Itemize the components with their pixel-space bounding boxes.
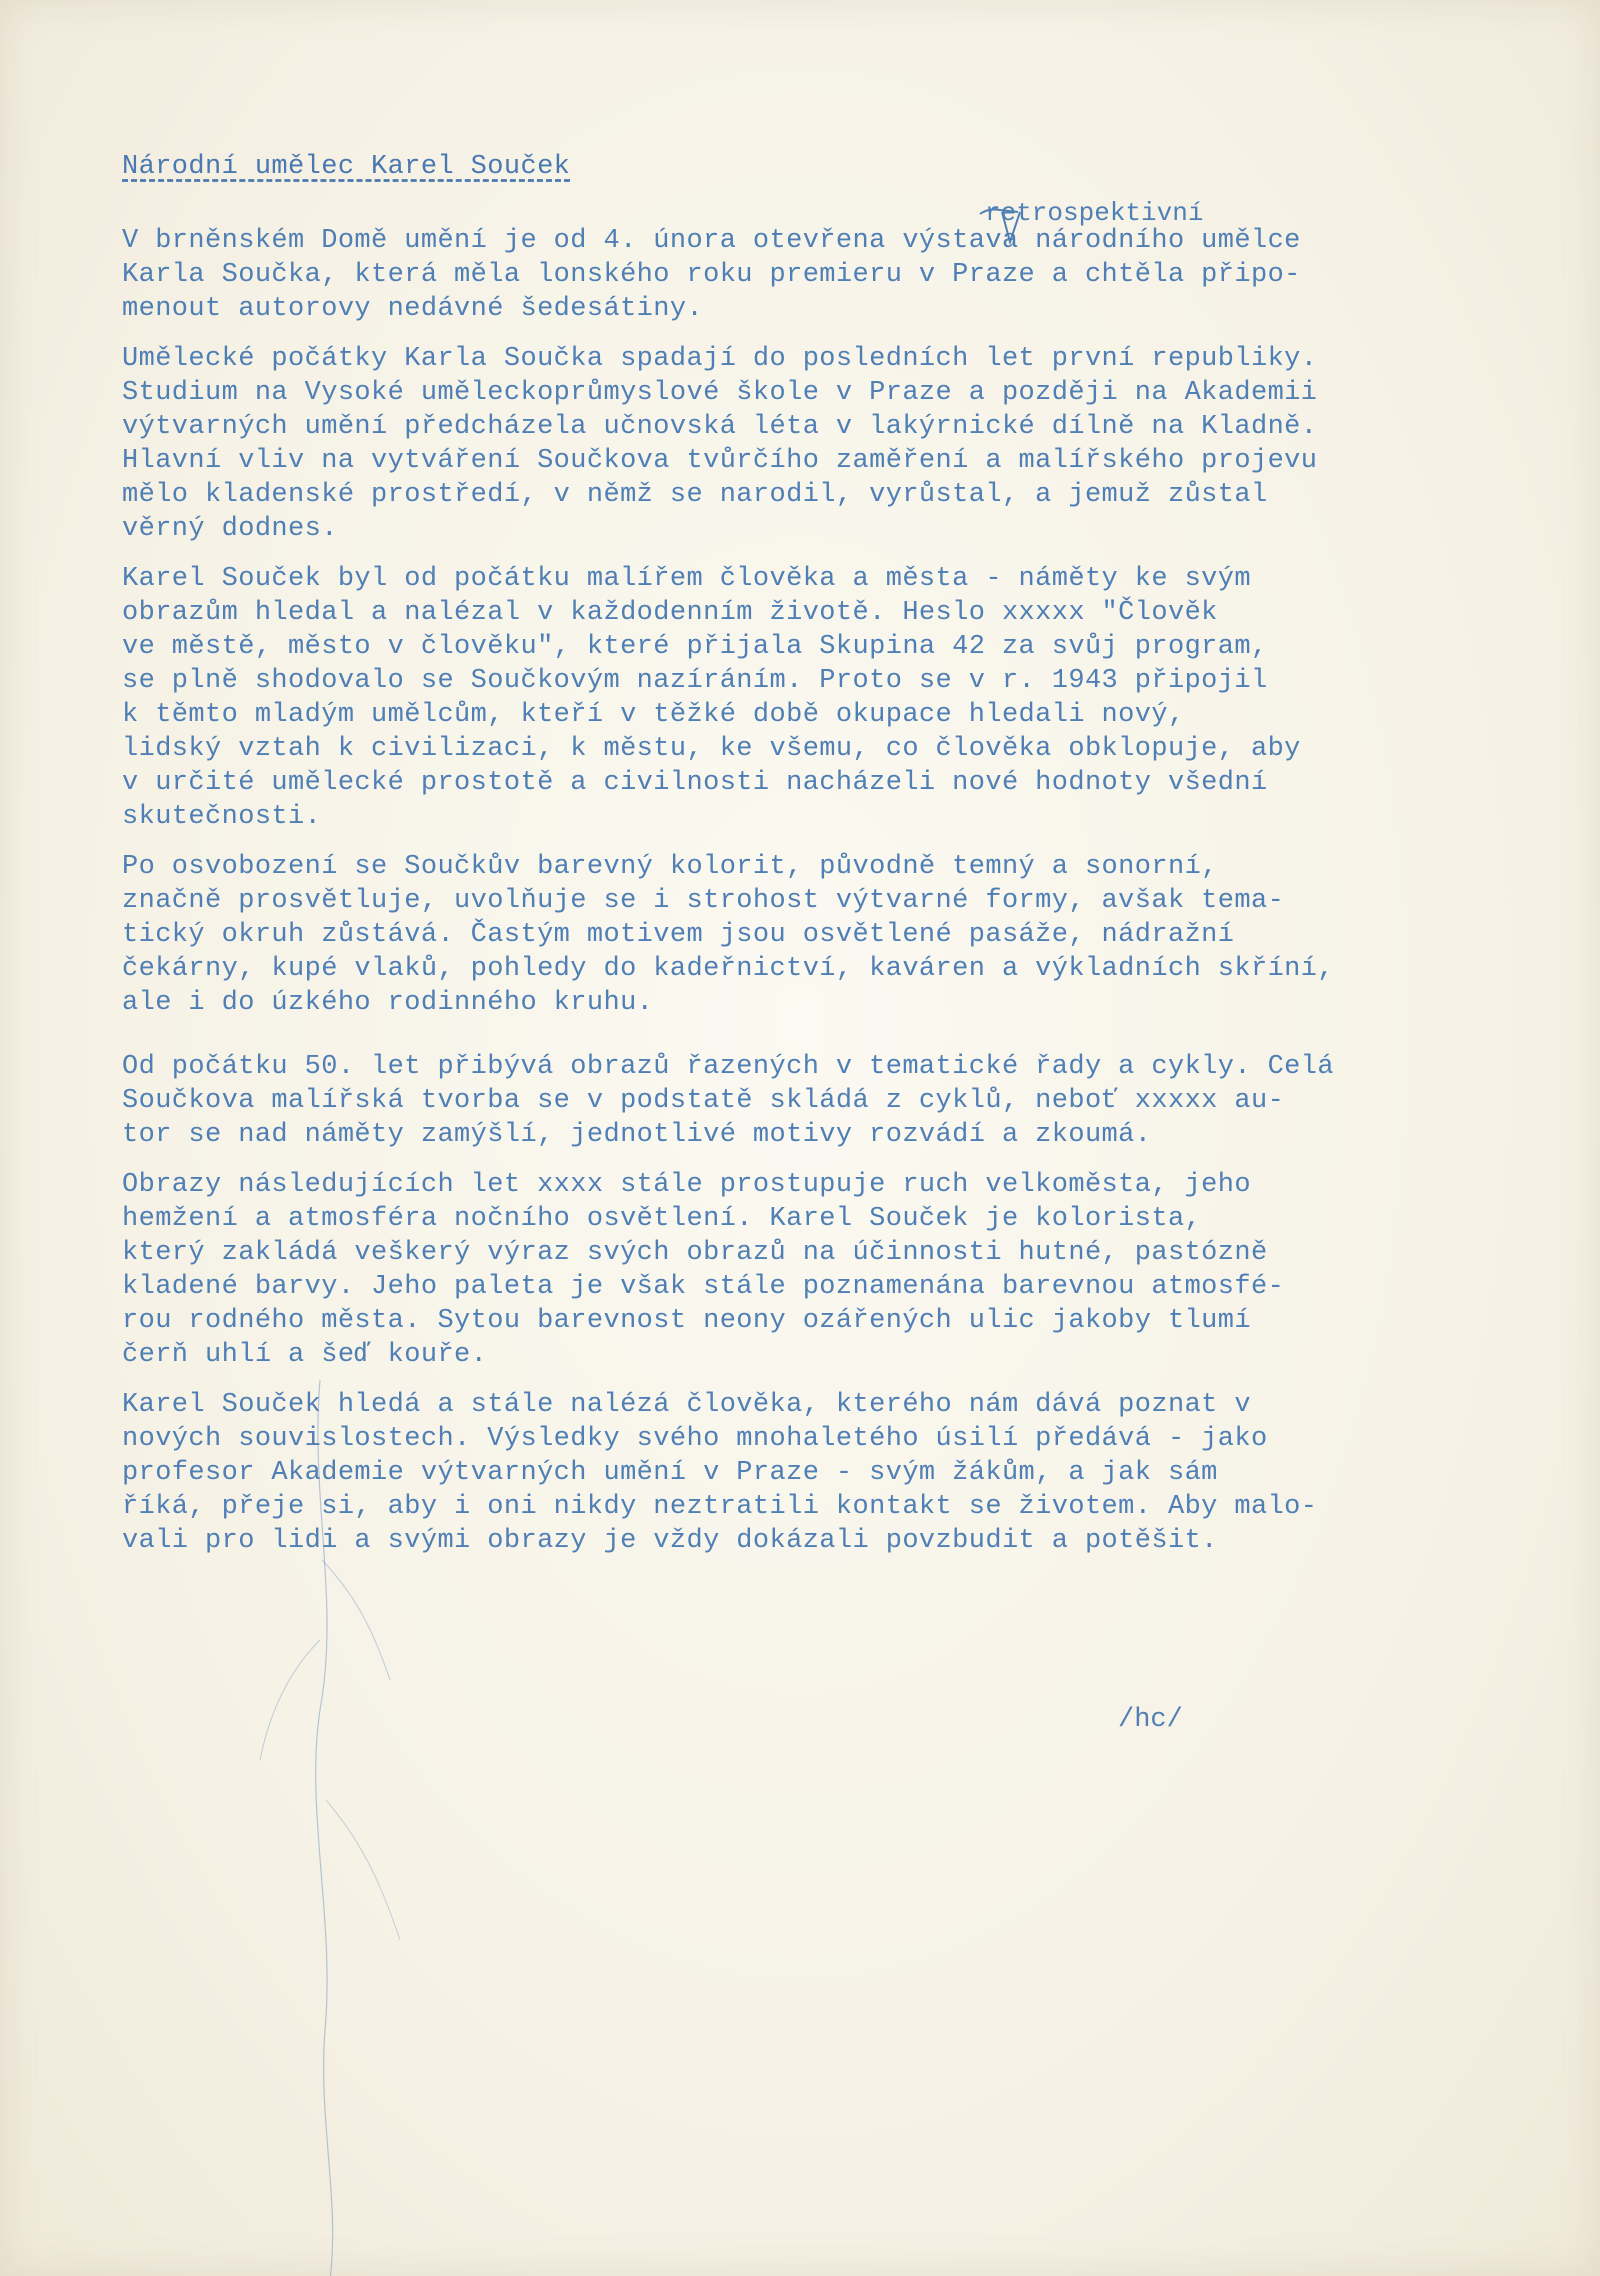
text-line: rou rodného města. Sytou barevnost neony ozářených ulic jakoby tlumí bbox=[122, 1306, 1251, 1336]
text-line: hemžení a atmosféra nočního osvětlení. Karel Souček je kolorista, bbox=[122, 1204, 1202, 1234]
paragraph bbox=[122, 342, 1562, 546]
text-line: Obrazy následujících let xxxx stále prostupuje ruch velkoměsta, jeho bbox=[122, 1170, 1251, 1200]
text-line: čekárny, kupé vlaků, pohledy do kadeřnictví, kaváren a výkladních skříní, bbox=[122, 954, 1334, 984]
signature-initials: /hc/ bbox=[1118, 1705, 1183, 1735]
paragraph bbox=[122, 850, 1562, 1020]
text-line: výtvarných umění předcházela učnovská léta v lakýrnické dílně na Kladně. bbox=[122, 412, 1318, 442]
text-line: Karel Souček byl od počátku malířem člověka a města - náměty ke svým bbox=[122, 564, 1251, 594]
text-line: čerň uhlí a šeď kouře. bbox=[122, 1340, 488, 1370]
text-line: kladené barvy. Jeho paleta je však stále poznamenána barevnou atmosfé- bbox=[122, 1272, 1285, 1302]
text-line: V brněnském Domě umění je od 4. února otevřena výstava národního umělce bbox=[122, 226, 1301, 256]
text-line: skutečnosti. bbox=[122, 802, 322, 832]
paragraph bbox=[122, 562, 1562, 834]
text-line: nových souvislostech. Výsledky svého mnohaletého úsilí předává - jako bbox=[122, 1424, 1268, 1454]
text-line: značně prosvětluje, uvolňuje se i strohost výtvarné formy, avšak tema- bbox=[122, 886, 1285, 916]
document-title: Národní umělec Karel Souček bbox=[122, 152, 571, 182]
paragraph bbox=[122, 1168, 1562, 1372]
text-line: věrný dodnes. bbox=[122, 514, 338, 544]
text-line: říká, přeje si, aby i oni nikdy neztratili kontakt se životem. Aby malo- bbox=[122, 1492, 1318, 1522]
paragraph bbox=[122, 1050, 1562, 1152]
paper-crease-mark bbox=[250, 1380, 450, 2276]
text-line: ale i do úzkého rodinného kruhu. bbox=[122, 988, 654, 1018]
text-line: Karel Souček hledá a stále nalézá člověka, kterého nám dává poznat v bbox=[122, 1390, 1251, 1420]
text-line: menout autorovy nedávné šedesátiny. bbox=[122, 294, 704, 324]
text-line: Umělecké počátky Karla Součka spadají do posledních let první republiky. bbox=[122, 344, 1318, 374]
text-line: Po osvobození se Součkův barevný kolorit, původně temný a sonorní, bbox=[122, 852, 1218, 882]
text-line: Studium na Vysoké uměleckoprůmyslové škole v Praze a později na Akademii bbox=[122, 378, 1318, 408]
text-line: profesor Akademie výtvarných umění v Praze - svým žákům, a jak sám bbox=[122, 1458, 1218, 1488]
text-line: vali pro lidi a svými obrazy je vždy dokázali povzbudit a potěšit. bbox=[122, 1526, 1218, 1556]
handwritten-insertion: retrospektivní bbox=[985, 198, 1204, 228]
text-line: který zakládá veškerý výraz svých obrazů na účinnosti hutné, pastózně bbox=[122, 1238, 1268, 1268]
text-line: Karla Součka, která měla lonského roku premieru v Praze a chtěla připo- bbox=[122, 260, 1301, 290]
typed-letter bbox=[122, 150, 1562, 1574]
paragraph bbox=[122, 224, 1562, 326]
text-line: se plně shodovalo se Součkovým nazíráním. Proto se v r. 1943 připojil bbox=[122, 666, 1268, 696]
text-line: v určité umělecké prostotě a civilnosti nacházeli nové hodnoty všední bbox=[122, 768, 1268, 798]
text-line: obrazům hledal a nalézal v každodenním životě. Heslo xxxxx "Člověk bbox=[122, 598, 1218, 628]
text-line: tický okruh zůstává. Častým motivem jsou osvětlené pasáže, nádražní bbox=[122, 920, 1235, 950]
text-line: k těmto mladým umělcům, kteří v těžké době okupace hledali nový, bbox=[122, 700, 1185, 730]
document-body bbox=[122, 224, 1562, 1558]
text-line: Součkova malířská tvorba se v podstatě skládá z cyklů, neboť xxxxx au- bbox=[122, 1086, 1285, 1116]
text-line: mělo kladenské prostředí, v němž se narodil, vyrůstal, a jemuž zůstal bbox=[122, 480, 1268, 510]
text-line: Hlavní vliv na vytváření Součkova tvůrčího zaměření a malířského projevu bbox=[122, 446, 1318, 476]
text-line: tor se nad náměty zamýšlí, jednotlivé motivy rozvádí a zkoumá. bbox=[122, 1120, 1152, 1150]
text-line: Od počátku 50. let přibývá obrazů řazených v tematické řady a cykly. Celá bbox=[122, 1052, 1334, 1082]
text-line: lidský vztah k civilizaci, k městu, ke všemu, co člověka obklopuje, aby bbox=[122, 734, 1301, 764]
text-line: ve městě, město v člověku", které přijala Skupina 42 za svůj program, bbox=[122, 632, 1268, 662]
